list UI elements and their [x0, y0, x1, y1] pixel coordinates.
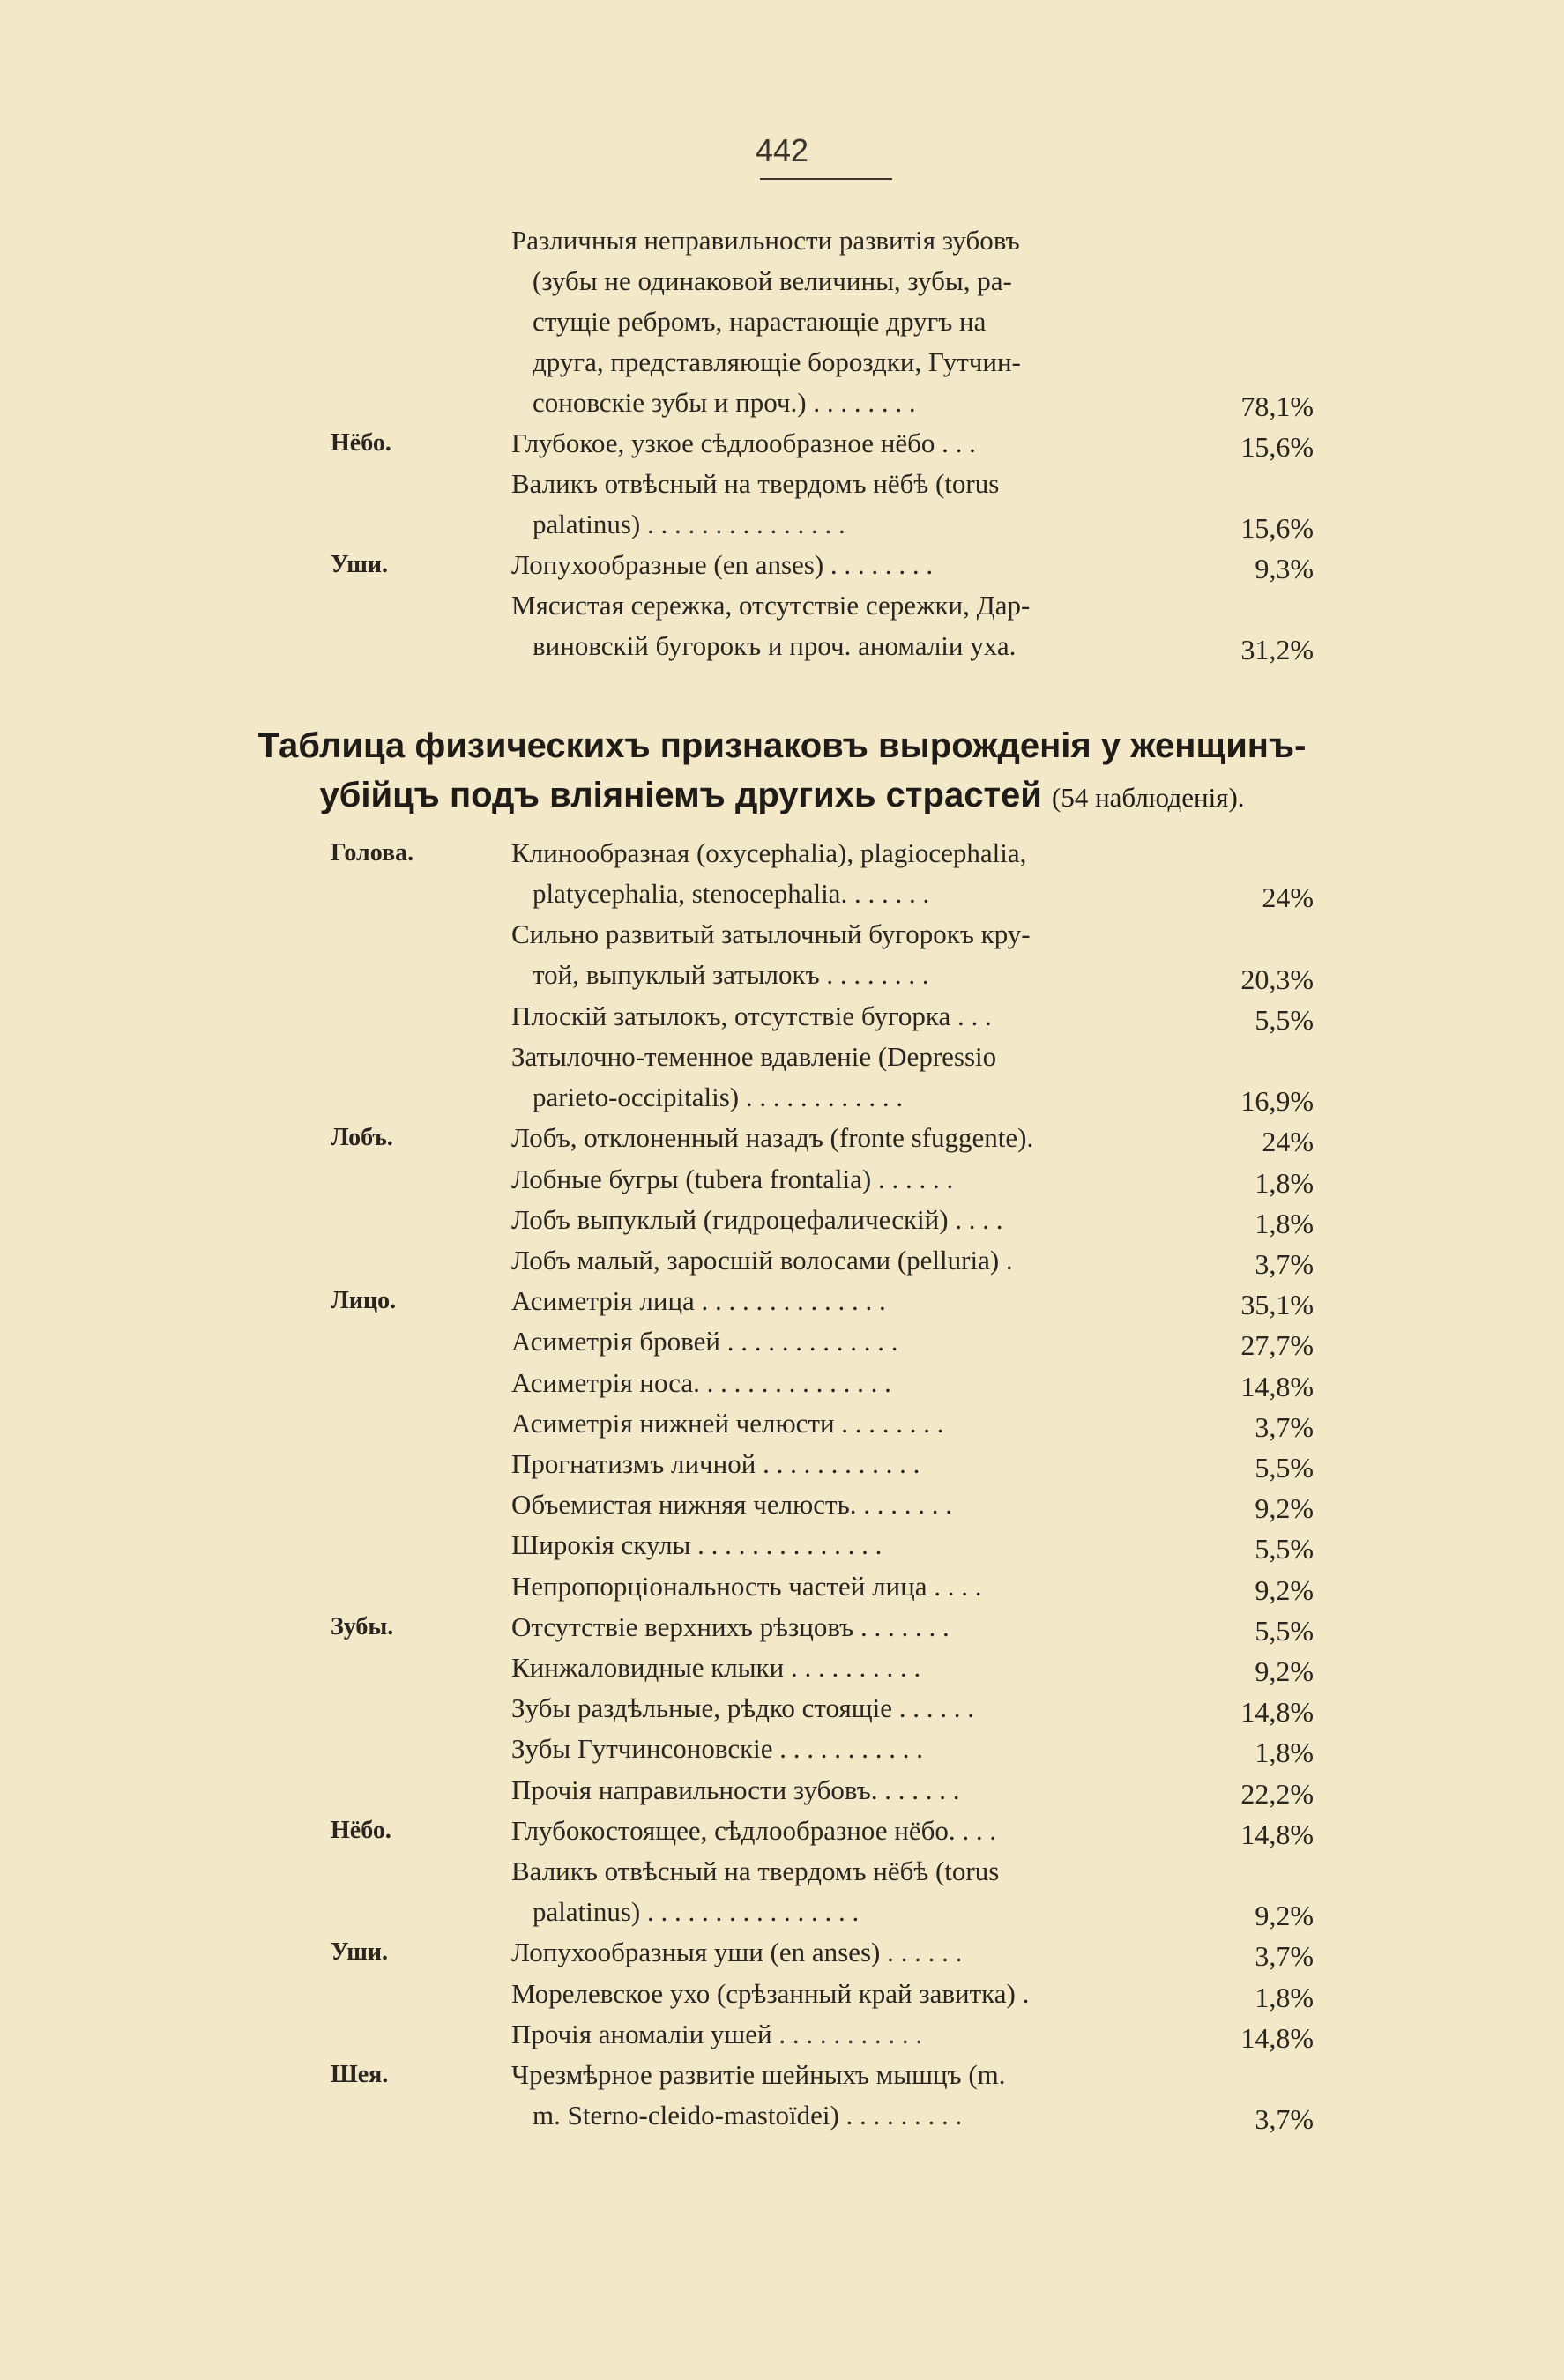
row-description-line: Глубокостоящее, сѣдлообразное нёбо. . . .	[511, 1814, 997, 1846]
row-description-line: (зубы не одинаковой величины, зубы, ра-	[533, 265, 1012, 296]
row-description	[511, 1444, 1168, 1484]
row-value: 15,6%	[1240, 431, 1314, 463]
row-description-line: той, выпуклый затылокъ . . . . . . . .	[533, 959, 929, 991]
table-row	[0, 1363, 1564, 1403]
row-description-line: Чрезмѣрное развитіе шейныхъ мышцъ (m.	[511, 2059, 1006, 2090]
row-description-line: Прочія аномаліи ушей . . . . . . . . . . .	[511, 2018, 923, 2049]
row-description	[511, 2055, 1168, 2136]
row-description-line: Асиметрія лица . . . . . . . . . . . . . .	[511, 1285, 886, 1317]
row-description	[511, 996, 1168, 1037]
row-description	[511, 1363, 1168, 1403]
row-value: 27,7%	[1240, 1329, 1314, 1362]
row-description-line: palatinus) . . . . . . . . . . . . . . .	[533, 509, 845, 539]
row-description	[511, 1607, 1168, 1647]
row-description	[511, 1484, 1168, 1525]
row-description	[511, 1932, 1168, 1973]
row-description	[511, 545, 1168, 585]
row-value: 5,5%	[1255, 1003, 1314, 1036]
table-row	[0, 996, 1564, 1037]
row-description-line: Клинообразная (oxycephalia), plagiocephalia,	[511, 837, 1027, 868]
row-description-line: Глубокое, узкое сѣдлообразное нёбо . . .	[511, 428, 976, 458]
row-category: Нёбо.	[331, 429, 391, 457]
table-row	[0, 1566, 1564, 1607]
row-category: Лобъ.	[331, 1124, 393, 1152]
row-value: 20,3%	[1240, 963, 1314, 995]
row-value: 3,7%	[1255, 1410, 1314, 1443]
row-description	[511, 1321, 1168, 1362]
table-row	[0, 1200, 1564, 1240]
row-description-line: Морелевское ухо (срѣзанный край завитка) .	[511, 1977, 1030, 2009]
table-row	[0, 1688, 1564, 1729]
table-row	[0, 1444, 1564, 1484]
row-description-line: palatinus) . . . . . . . . . . . . . . . .	[533, 1896, 860, 1927]
table-row	[0, 1607, 1564, 1647]
row-value: 1,8%	[1255, 1981, 1314, 2013]
row-description-line: Кинжаловидные клыки . . . . . . . . . .	[511, 1652, 921, 1683]
row-description	[511, 1851, 1168, 1932]
page-number: 442	[755, 132, 809, 168]
table-row	[0, 423, 1564, 464]
row-description	[511, 1525, 1168, 1566]
row-description-line: parieto-occipitalis) . . . . . . . . . . . .	[533, 1082, 904, 1112]
row-value: 22,2%	[1240, 1777, 1314, 1810]
row-value: 5,5%	[1255, 1614, 1314, 1647]
row-description	[511, 1240, 1168, 1281]
table-row	[0, 2014, 1564, 2055]
row-description	[511, 464, 1168, 545]
row-value: 16,9%	[1240, 1085, 1314, 1118]
row-value: 15,6%	[1240, 512, 1314, 544]
table-row	[0, 1770, 1564, 1811]
row-description-line: Затылочно-теменное вдавленіе (Depressio	[511, 1041, 997, 1072]
row-value: 14,8%	[1240, 2021, 1314, 2054]
row-description-line: Зубы Гутчинсоновскіе . . . . . . . . . . .	[511, 1733, 924, 1765]
row-description-line: Валикъ отвѣсный на твердомъ нёбѣ (torus	[511, 1856, 1000, 1886]
row-description	[511, 1403, 1168, 1444]
table-row	[0, 1240, 1564, 1281]
row-description	[511, 220, 1168, 423]
row-description	[511, 1037, 1168, 1118]
row-description-line: Валикъ отвѣсный на твердомъ нёбѣ (torus	[511, 468, 1000, 499]
row-description	[511, 1118, 1168, 1158]
row-category: Лицо.	[331, 1287, 397, 1315]
row-description-line: Мясистая сережка, отсутствіе сережки, Дар-	[511, 590, 1031, 621]
row-value: 5,5%	[1255, 1452, 1314, 1484]
row-description-line: Непропорціональность частей лица . . . .	[511, 1570, 982, 1602]
table-row	[0, 1811, 1564, 1851]
row-description	[511, 423, 1168, 464]
row-description-line: стущіе ребромъ, нарастающіе другъ на	[533, 306, 987, 337]
row-description	[511, 914, 1168, 995]
row-category: Зубы.	[331, 1612, 394, 1640]
table-row	[0, 220, 1564, 423]
row-description	[511, 2014, 1168, 2055]
row-description-line: Лопухообразные (en anses) . . . . . . . .	[511, 549, 934, 580]
table-row	[0, 1851, 1564, 1932]
row-value: 3,7%	[1255, 1940, 1314, 1973]
row-description	[511, 1566, 1168, 1607]
table-row	[0, 545, 1564, 585]
row-description-line: m. Sterno-cleido-mastoїdei) . . . . . . . . .	[533, 2100, 963, 2131]
row-description-line: Асиметрія нижней челюсти . . . . . . . .	[511, 1407, 944, 1439]
row-description-line: Прогнатизмъ личной . . . . . . . . . . . .	[511, 1448, 920, 1479]
table-row	[0, 1281, 1564, 1321]
table-row	[0, 833, 1564, 914]
row-description-line: Отсутствіе верхнихъ рѣзцовъ . . . . . . .	[511, 1610, 950, 1642]
row-description-line: Различныя неправильности развитія зубовъ	[511, 225, 1020, 256]
row-description	[511, 1647, 1168, 1688]
table-row	[0, 1729, 1564, 1769]
table-row	[0, 1321, 1564, 1362]
row-value: 9,2%	[1255, 1900, 1314, 1932]
row-description	[511, 1688, 1168, 1729]
row-value: 5,5%	[1255, 1533, 1314, 1566]
table-title-line-2	[0, 770, 1564, 822]
table-row	[0, 464, 1564, 545]
row-value: 35,1%	[1240, 1289, 1314, 1321]
row-description	[511, 1974, 1168, 2014]
row-category: Нёбо.	[331, 1816, 391, 1844]
table-row	[0, 1159, 1564, 1200]
row-description	[511, 1200, 1168, 1240]
row-value: 3,7%	[1255, 2103, 1314, 2136]
row-description-line: Лобные бугры (tubera frontalia) . . . . . .	[511, 1163, 954, 1194]
row-description	[511, 833, 1168, 914]
table-row	[0, 1118, 1564, 1158]
row-category: Шея.	[331, 2061, 389, 2088]
table-title	[0, 721, 1564, 822]
table-title-line-2-text: убійцъ подъ вліяніемъ другихь страстей	[319, 776, 1042, 814]
row-value: 9,3%	[1255, 553, 1314, 584]
table-row	[0, 1974, 1564, 2014]
table-row	[0, 1647, 1564, 1688]
row-description-line: соновскіе зубы и проч.) . . . . . . . .	[533, 387, 916, 418]
table-row	[0, 1484, 1564, 1525]
table-row	[0, 1932, 1564, 1973]
row-description-line: Лопухообразныя уши (en anses) . . . . . .	[511, 1937, 963, 1968]
row-value: 1,8%	[1255, 1166, 1314, 1199]
row-value: 9,2%	[1255, 1573, 1314, 1606]
row-value: 78,1%	[1240, 390, 1314, 422]
row-value: 9,2%	[1255, 1492, 1314, 1525]
row-category: Уши.	[331, 551, 389, 578]
row-description-line: виновскій бугорокъ и проч. аномаліи уха.	[533, 630, 1017, 661]
table-row	[0, 2055, 1564, 2136]
row-value: 3,7%	[1255, 1248, 1314, 1280]
page-number-rule	[760, 178, 892, 180]
row-description-line: Прочія направильности зубовъ. . . . . . .	[511, 1774, 960, 1805]
row-description-line: друга, представляющіе бороздки, Гутчин-	[533, 346, 1021, 377]
row-description	[511, 1770, 1168, 1811]
row-description	[511, 1729, 1168, 1769]
row-value: 24%	[1262, 881, 1314, 914]
row-description	[511, 1159, 1168, 1200]
table-row	[0, 1403, 1564, 1444]
row-description	[511, 1811, 1168, 1851]
table-row	[0, 914, 1564, 995]
table-title-line-1: Таблица физическихъ признаковъ вырожденія у женщинъ-	[257, 726, 1307, 765]
row-description-line: Асиметрія бровей . . . . . . . . . . . . .	[511, 1326, 898, 1357]
row-value: 14,8%	[1240, 1696, 1314, 1729]
row-value: 31,2%	[1240, 634, 1314, 666]
row-description-line: Широкія скулы . . . . . . . . . . . . . .	[511, 1529, 883, 1561]
row-value: 14,8%	[1240, 1818, 1314, 1850]
row-description	[511, 1281, 1168, 1321]
table-row	[0, 1037, 1564, 1118]
row-description-line: Плоскій затылокъ, отсутствіе бугорка . . .	[511, 1000, 992, 1031]
row-description-line: Зубы раздѣльные, рѣдко стоящіе . . . . . .	[511, 1692, 974, 1724]
row-description-line: Объемистая нижняя челюсть. . . . . . . .	[511, 1489, 952, 1521]
row-description-line: Сильно развитый затылочный бугорокъ кру-	[511, 919, 1031, 950]
row-value: 24%	[1262, 1126, 1314, 1158]
table-row	[0, 585, 1564, 666]
row-description-line: Лобъ выпуклый (гидроцефалическій) . . . .	[511, 1203, 1003, 1235]
table-row	[0, 1525, 1564, 1566]
row-description-line: Асиметрія носа. . . . . . . . . . . . . . .	[511, 1366, 891, 1398]
row-description	[511, 585, 1168, 666]
row-description-line: Лобъ малый, заросшій волосами (pellurіа) .	[511, 1245, 1013, 1276]
row-value: 1,8%	[1255, 1207, 1314, 1239]
row-description-line: platycephalia, stenocephalia. . . . . . .	[533, 878, 930, 909]
row-value: 14,8%	[1240, 1370, 1314, 1402]
table-title-note: (54 наблюденія).	[1052, 782, 1245, 813]
row-description-line: Лобъ, отклоненный назадъ (fronte sfuggente).	[511, 1122, 1034, 1154]
row-value: 9,2%	[1255, 1655, 1314, 1687]
row-category: Голова.	[331, 839, 414, 866]
row-category: Уши.	[331, 1938, 389, 1967]
row-value: 1,8%	[1255, 1737, 1314, 1769]
